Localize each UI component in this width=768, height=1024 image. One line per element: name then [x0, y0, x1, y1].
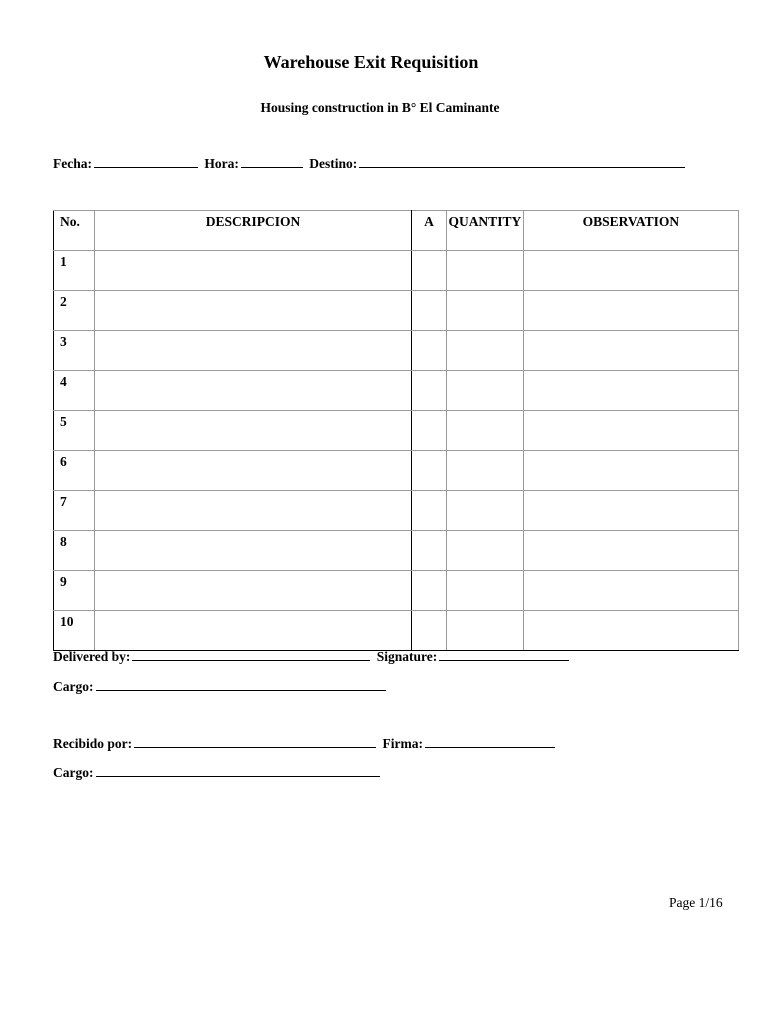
received-cargo-line: [53, 763, 383, 781]
header-quantity: QUANTITY: [446, 211, 523, 251]
received-cargo-field[interactable]: [96, 763, 380, 777]
quantity-cell[interactable]: [446, 491, 523, 531]
row-number: 7: [54, 491, 95, 531]
document-title: Warehouse Exit Requisition: [263, 52, 479, 72]
a-cell[interactable]: [412, 611, 447, 651]
table-row: [54, 331, 739, 371]
observation-cell[interactable]: [523, 251, 738, 291]
table-row: [54, 611, 739, 651]
recibido-por-label: Recibido por:: [53, 736, 133, 751]
description-cell[interactable]: [94, 451, 411, 491]
a-cell[interactable]: [412, 451, 447, 491]
quantity-cell[interactable]: [446, 251, 523, 291]
observation-cell[interactable]: [523, 451, 738, 491]
delivered-cargo-label: Cargo:: [53, 679, 94, 694]
delivered-by-field[interactable]: [132, 647, 370, 661]
document-subtitle: Housing construction in B° El Caminante: [260, 100, 500, 115]
fecha-field[interactable]: [94, 154, 198, 168]
hora-label: Hora:: [204, 156, 239, 171]
table-row: [54, 531, 739, 571]
description-cell[interactable]: [94, 251, 411, 291]
quantity-cell[interactable]: [446, 291, 523, 331]
table-row: [54, 371, 739, 411]
delivered-cargo-field[interactable]: [96, 677, 386, 691]
table-row: [54, 251, 739, 291]
header-a: A: [412, 211, 447, 251]
row-number: 6: [54, 451, 95, 491]
quantity-cell[interactable]: [446, 611, 523, 651]
row-number: 8: [54, 531, 95, 571]
a-cell[interactable]: [412, 291, 447, 331]
quantity-cell[interactable]: [446, 371, 523, 411]
table-row: [54, 291, 739, 331]
a-cell[interactable]: [412, 571, 447, 611]
row-number: 5: [54, 411, 95, 451]
row-number: 1: [54, 251, 95, 291]
description-cell[interactable]: [94, 491, 411, 531]
row-number: 10: [54, 611, 95, 651]
delivered-cargo-line: [53, 677, 389, 695]
description-cell[interactable]: [94, 571, 411, 611]
quantity-cell[interactable]: [446, 331, 523, 371]
table-row: [54, 451, 739, 491]
a-cell[interactable]: [412, 371, 447, 411]
delivered-line: [53, 647, 572, 665]
requisition-table: [53, 210, 739, 651]
header-descripcion: DESCRIPCION: [94, 211, 411, 251]
delivered-by-label: Delivered by:: [53, 649, 131, 664]
description-cell[interactable]: [94, 411, 411, 451]
table-row: [54, 571, 739, 611]
table-row: [54, 411, 739, 451]
a-cell[interactable]: [412, 531, 447, 571]
received-cargo-label: Cargo:: [53, 765, 94, 780]
observation-cell[interactable]: [523, 531, 738, 571]
a-cell[interactable]: [412, 491, 447, 531]
signature-field[interactable]: [439, 647, 569, 661]
observation-cell[interactable]: [523, 491, 738, 531]
a-cell[interactable]: [412, 251, 447, 291]
received-line: [53, 734, 558, 752]
signature-label: Signature:: [376, 649, 438, 664]
firma-field[interactable]: [425, 734, 555, 748]
observation-cell[interactable]: [523, 611, 738, 651]
row-number: 3: [54, 331, 95, 371]
description-cell[interactable]: [94, 331, 411, 371]
destino-label: Destino:: [309, 156, 358, 171]
header-observation: OBSERVATION: [523, 211, 738, 251]
a-cell[interactable]: [412, 411, 447, 451]
hora-field[interactable]: [241, 154, 303, 168]
quantity-cell[interactable]: [446, 411, 523, 451]
quantity-cell[interactable]: [446, 451, 523, 491]
fecha-label: Fecha:: [53, 156, 92, 171]
destino-field[interactable]: [359, 154, 685, 168]
quantity-cell[interactable]: [446, 571, 523, 611]
observation-cell[interactable]: [523, 571, 738, 611]
observation-cell[interactable]: [523, 331, 738, 371]
observation-cell[interactable]: [523, 371, 738, 411]
observation-cell[interactable]: [523, 411, 738, 451]
header-fields-line: [53, 154, 688, 172]
description-cell[interactable]: [94, 291, 411, 331]
a-cell[interactable]: [412, 331, 447, 371]
observation-cell[interactable]: [523, 291, 738, 331]
description-cell[interactable]: [94, 531, 411, 571]
page-number: Page 1/16: [669, 895, 723, 910]
recibido-por-field[interactable]: [134, 734, 376, 748]
row-number: 4: [54, 371, 95, 411]
firma-label: Firma:: [382, 736, 423, 751]
header-no: No.: [54, 211, 95, 251]
description-cell[interactable]: [94, 371, 411, 411]
table-header-row: [54, 211, 739, 251]
table-row: [54, 491, 739, 531]
row-number: 9: [54, 571, 95, 611]
quantity-cell[interactable]: [446, 531, 523, 571]
row-number: 2: [54, 291, 95, 331]
description-cell[interactable]: [94, 611, 411, 651]
